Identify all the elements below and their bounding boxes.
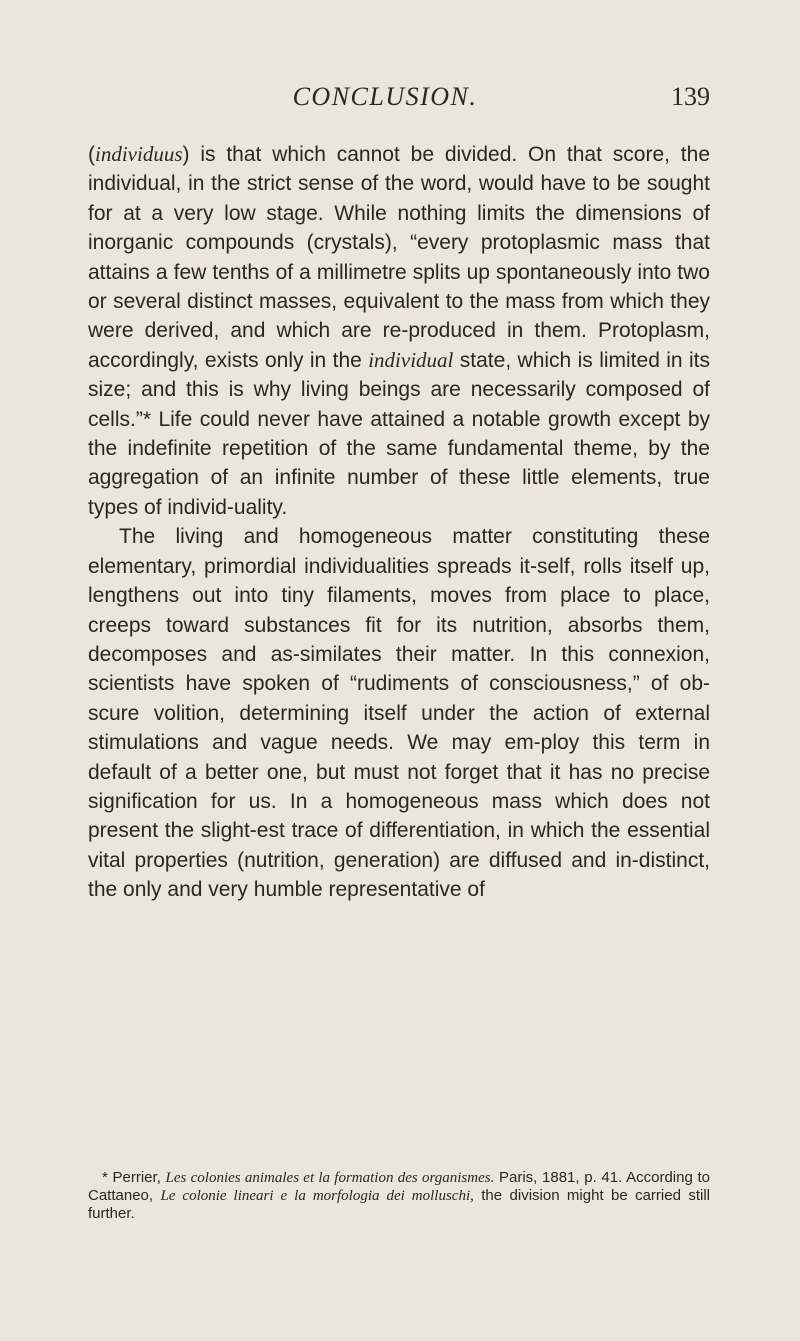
paragraph-1-text-a: is that which cannot be divided. On that score, the individual, in the strict sense of the word, would have to be sought for at a very low stage. While nothing limits the dimensions of inorganic compounds (crystals), “every protoplasmic mass that attains a few tenths of a millimetre splits up spontaneously into two or several distinct masses, equivalent to the mass from which they were derived, and which are re-produced in them. Protoplasm, accordingly, exists only in the: [88, 143, 711, 372]
paragraph-1: (individuus) is that which cannot be divided. On that score, the individual, in the strict sense of the word, would have to be sought for at a very low stage. While nothing limits the dimensions of inorganic compounds (crystals), “every protoplasmic mass that attains a few tenths of a millimetre splits up spontaneously into two or several distinct masses, equivalent to the mass from which they were derived, and which are re-produced in them. Protoplasm, accordingly, exists only in the individual state, which is limited in its size; and this is why living beings are necessarily composed of cells.”* Life could never have attained a notable growth except by the indefinite repetition of the same fundamental theme, by the aggregation of an infinite number of these little elements, true types of individ-uality.: [88, 142, 711, 519]
footnote-tail: the division might be carried still further.: [88, 1187, 711, 1222]
page-header: [60, 82, 710, 122]
footnote-title-2: Le colonie lineari e la morfologia dei molluschi,: [160, 1188, 474, 1204]
footnote-lead: * Perrier,: [102, 1169, 161, 1186]
footnote: [88, 1169, 710, 1223]
paragraph-2: The living and homogeneous matter constituting these elementary, primordial individualities spreads it-self, rolls itself up, lengthens out into tiny filaments, moves from place to place, creeps toward substances fit for its nutrition, absorbs them, decomposes and as-similates their matter. In this connexion, scientists have spoken of “rudiments of consciousness,” of ob-scure volition, determining itself under the action of external stimulations and vague needs. We may em-ploy this term in default of a better one, but must not forget that it has no precise signification for us. In a homogeneous mass which does not present the slight-est trace of differentiation, in which the essential vital properties (nutrition, generation) are diffused and in-distinct, the only and very humble representative of: [88, 525, 710, 902]
body-text: [88, 140, 710, 905]
footnote-mid: Paris, 1881, p. 41. According to Cattaneo,: [88, 1169, 710, 1204]
paragraph-1-text-b: state, which is limited in its size; and this is why living beings are necessarily composed of cells.”* Life could never have attained a notable growth except by the indefinite repetition of the same fundamental theme, by the aggregation of an infinite number of these little elements, true types of individ-uality.: [88, 348, 711, 519]
latin-term: individuus: [95, 142, 183, 166]
footnote-text: [88, 1169, 710, 1223]
footnote-title-1: Les colonies animales et la formation des organismes.: [165, 1170, 495, 1186]
running-head: CONCLUSION.: [292, 82, 478, 111]
emphasis-term: individual: [368, 347, 454, 372]
page-number: 139: [671, 82, 710, 111]
